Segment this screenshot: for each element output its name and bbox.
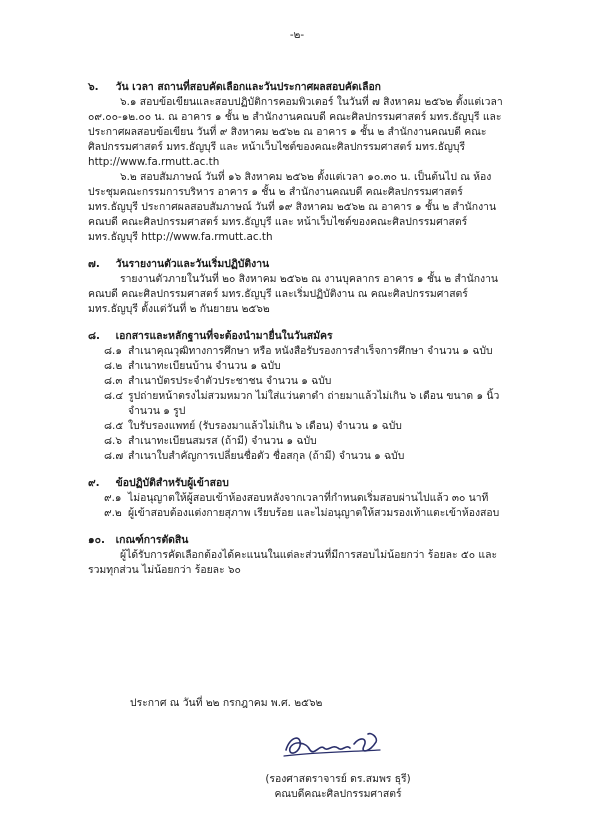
paragraph-6-2: ๖.๒ สอบสัมภาษณ์ วันที่ ๑๖ สิงหาคม ๒๕๖๒ ตั้งแต่เวลา ๑๐.๓๐ น. เป็นต้นไป ณ ห้องประชุมคณะกรรมการบริหาร อาคาร ๑ ชั้น ๒ สำนักงานคณบดี คณะศิลปกรรมศาสตร์ มทร.ธัญบุรี ประกาศผลสอบสัมภาษณ์ วันที่ ๑๙ สิงหาคม ๒๕๖๒ ณ อาคาร ๑ ชั้น ๒ สำนักงานคณบดี คณะศิลปกรรมศาสตร์ มทร.ธัญบุรี และ หน้าเว็บไซต์ของคณะศิลปกรรมศาสตร์ มทร.ธัญบุรี http://www.fa.rmutt.ac.th (88, 171, 497, 243)
list-item: ๙.๑ ไม่อนุญาตให้ผู้สอบเข้าห้องสอบหลังจากเวลาที่กำหนดเริ่มสอบผ่านไปแล้ว ๓๐ นาที (104, 492, 489, 504)
section-heading (88, 476, 508, 491)
section-number: ๙. (88, 477, 100, 489)
signer-name: (รองศาสตราจารย์ ดร.สมพร ธุรี) (265, 773, 411, 785)
section-title: ข้อปฏิบัติสำหรับผู้เข้าสอบ (115, 477, 229, 489)
section-number: ๘. (88, 330, 100, 342)
section-heading (88, 533, 508, 548)
section-title: วัน เวลา สถานที่สอบคัดเลือกและวันประกาศผลสอบคัดเลือก (115, 81, 381, 93)
signature-image (276, 722, 386, 764)
signature-block (258, 772, 418, 802)
section-number: ๗. (88, 258, 100, 270)
section-number: ๑๐. (88, 534, 105, 546)
list-item: ๘.๔ รูปถ่ายหน้าตรงไม่สวมหมวก ไม่ใส่แว่นตาดำ ถ่ายมาแล้วไม่เกิน ๖ เดือน ขนาด ๑ นิ้ว จำนวน ๑ รูป (104, 390, 500, 417)
list-item: ๘.๑ สำเนาคุณวุฒิทางการศึกษา หรือ หนังสือรับรองการสำเร็จการศึกษา จำนวน ๑ ฉบับ (104, 345, 493, 357)
paragraph-7: รายงานตัวภายในวันที่ ๒๐ สิงหาคม ๒๕๖๒ ณ งานบุคลากร อาคาร ๑ ชั้น ๒ สำนักงานคณบดี คณะศิลปกรรมศาสตร์ มทร.ธัญบุรี และเริ่มปฏิบัติงาน ณ คณะศิลปกรรมศาสตร์ มทร.ธัญบุรี ตั้งแต่วันที่ ๒ กันยายน ๒๕๖๒ (88, 273, 499, 315)
section-title: เกณฑ์การตัดสิน (115, 534, 189, 546)
list-item: ๙.๒ ผู้เข้าสอบต้องแต่งกายสุภาพ เรียบร้อย และไม่อนุญาตให้สวมรองเท้าแตะเข้าห้องสอบ (104, 507, 500, 519)
page-number: -๒- (289, 29, 305, 41)
announcement-date: ประกาศ ณ วันที่ ๒๒ กรกฎาคม พ.ศ. ๒๕๖๒ (130, 697, 323, 709)
paragraph-6-1: ๖.๑ สอบข้อเขียนและสอบปฏิบัติการคอมพิวเตอร์ ในวันที่ ๗ สิงหาคม ๒๕๖๒ ตั้งแต่เวลา ๐๙.๐๐-๑๒.๐๐ น. ณ อาคาร ๑ ชั้น ๒ สำนักงานคณบดี คณะศิลปกรรมศาสตร์ มทร.ธัญบุรี และประกาศผลสอบข้อเขียน วันที่ ๙ สิงหาคม ๒๕๖๒ ณ อาคาร ๑ ชั้น ๒ สำนักงานคณบดี คณะศิลปกรรมศาสตร์ มทร.ธัญบุรี และ หน้าเว็บไซต์ของคณะศิลปกรรมศาสตร์ มทร.ธัญบุรี http://www.fa.rmutt.ac.th (88, 96, 503, 168)
list-item: ๘.๕ ใบรับรองแพทย์ (รับรองมาแล้วไม่เกิน ๖ เดือน) จำนวน ๑ ฉบับ (104, 420, 402, 432)
section-number: ๖. (88, 81, 99, 93)
section-heading (88, 257, 508, 272)
document-body (88, 80, 508, 578)
section-title: เอกสารและหลักฐานที่จะต้องนำมายื่นในวันสมัคร (115, 330, 333, 342)
section-6 (88, 80, 508, 245)
list-item: ๘.๓ สำเนาบัตรประจำตัวประชาชน จำนวน ๑ ฉบับ (104, 375, 332, 387)
section-10 (88, 533, 508, 578)
signer-title: คณบดีคณะศิลปกรรมศาสตร์ (274, 788, 402, 800)
section-7 (88, 257, 508, 317)
section-heading (88, 80, 508, 95)
section-9 (88, 476, 508, 521)
section-heading (88, 329, 508, 344)
paragraph-10: ผู้ได้รับการคัดเลือกต้องได้คะแนนในแต่ละส่วนที่มีการสอบไม่น้อยกว่า ร้อยละ ๕๐ และรวมทุกส่วน ไม่น้อยกว่า ร้อยละ ๖๐ (88, 549, 498, 576)
list-item: ๘.๒ สำเนาทะเบียนบ้าน จำนวน ๑ ฉบับ (104, 360, 281, 372)
list-item: ๘.๖ สำเนาทะเบียนสมรส (ถ้ามี) จำนวน ๑ ฉบับ (104, 435, 317, 447)
section-title: วันรายงานตัวและวันเริ่มปฏิบัติงาน (115, 258, 270, 270)
section-8 (88, 329, 508, 464)
list-item: ๘.๗ สำเนาใบสำคัญการเปลี่ยนชื่อตัว ชื่อสกุล (ถ้ามี) จำนวน ๑ ฉบับ (104, 450, 405, 462)
